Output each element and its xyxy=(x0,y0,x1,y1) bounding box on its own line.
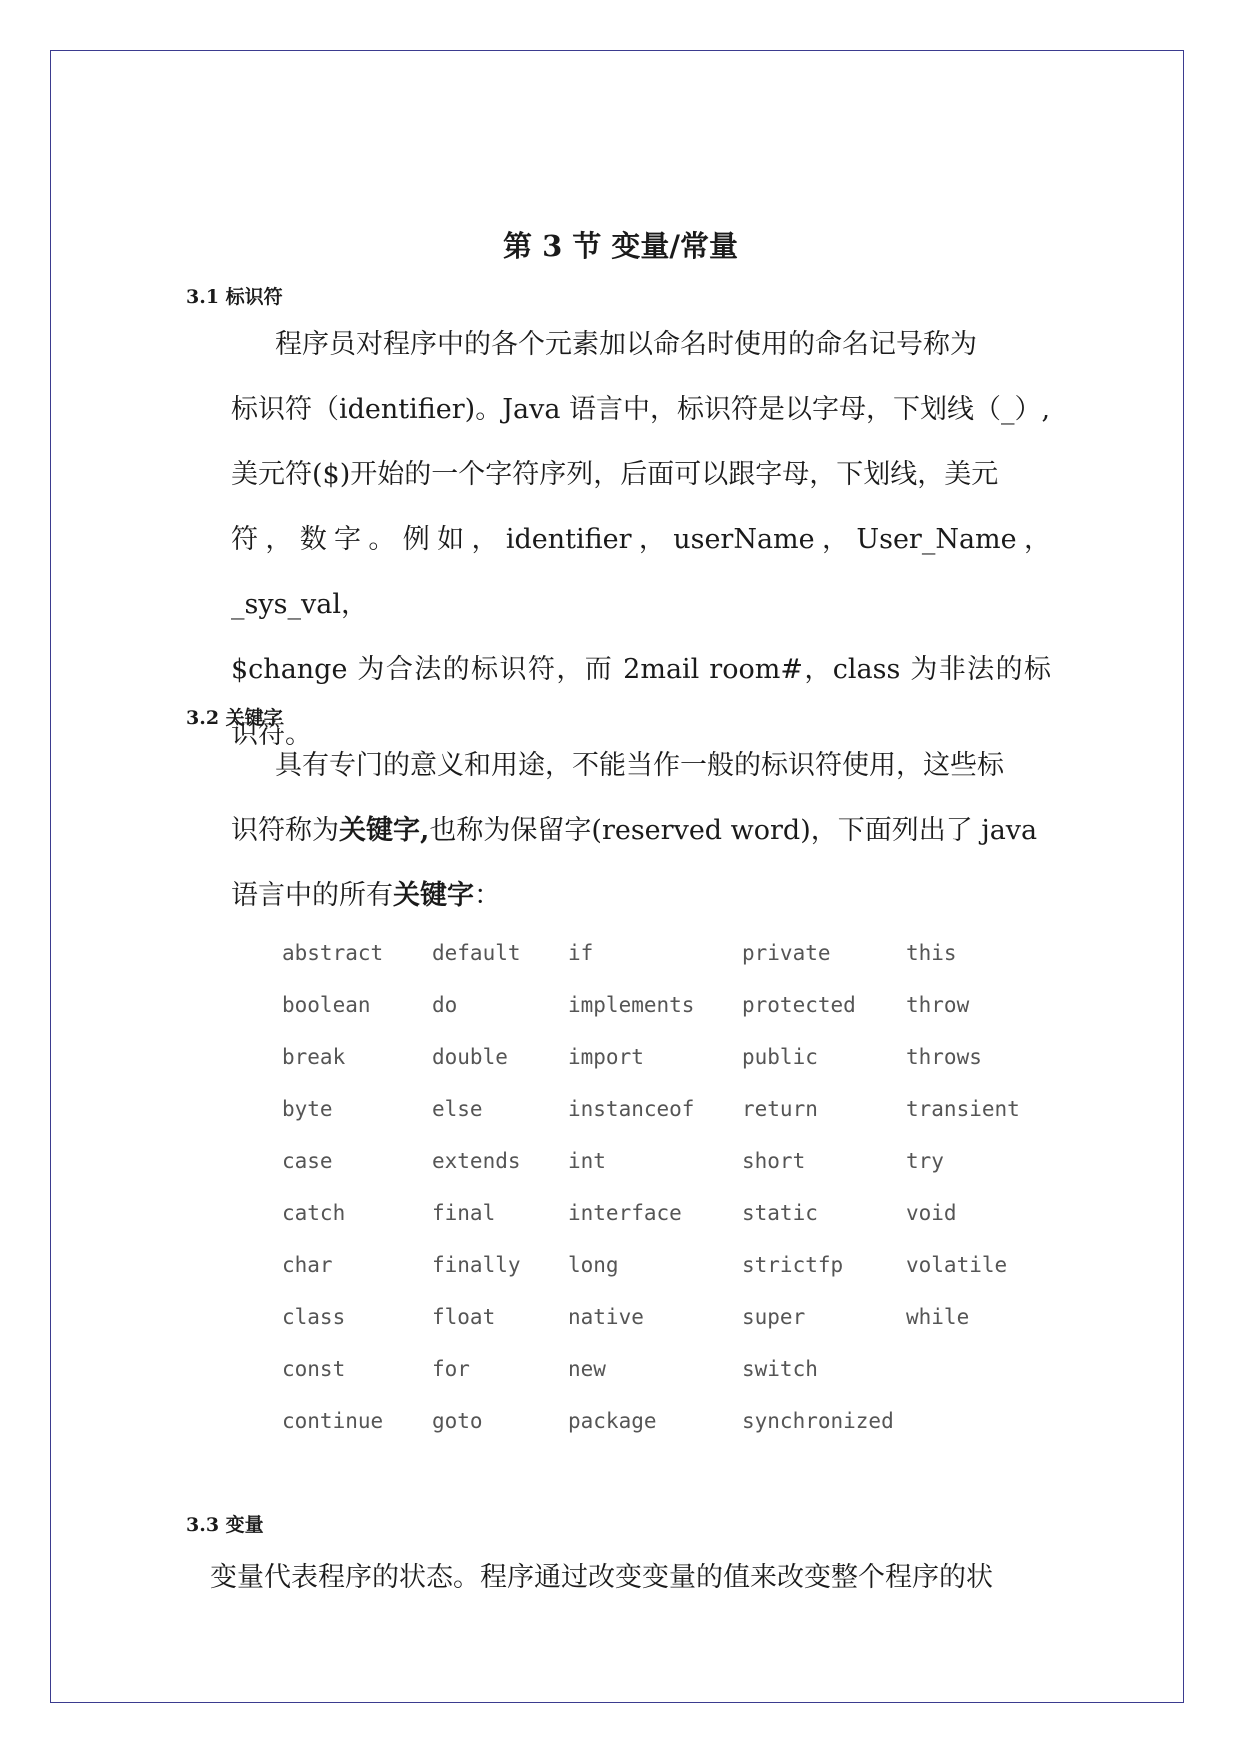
keyword-cell: byte xyxy=(282,1097,333,1121)
keyword-cell: super xyxy=(742,1305,806,1329)
keyword-cell: throw xyxy=(906,993,970,1017)
keyword-cell: if xyxy=(568,941,594,965)
keyword-table xyxy=(282,936,1042,1456)
keyword-term: 关键字 xyxy=(393,880,474,911)
keyword-cell: break xyxy=(282,1045,346,1069)
keyword-row xyxy=(282,1040,1042,1092)
keyword-cell: private xyxy=(742,941,831,965)
keyword-cell: new xyxy=(568,1357,606,1381)
para-line: 标识符（identifier)。Java 语言中，标识符是以字母，下划线（_）, xyxy=(231,394,1051,425)
keyword-cell: strictfp xyxy=(742,1253,844,1277)
keyword-cell: void xyxy=(906,1201,957,1225)
keyword-cell: protected xyxy=(742,993,856,1017)
keyword-cell: long xyxy=(568,1253,619,1277)
keyword-cell: static xyxy=(742,1201,818,1225)
section-heading-3-1: 3.1 标识符 xyxy=(186,286,283,308)
keyword-row xyxy=(282,1092,1042,1144)
keyword-row xyxy=(282,1404,1042,1456)
keyword-cell: do xyxy=(432,993,458,1017)
keyword-row xyxy=(282,1248,1042,1300)
keyword-cell: synchronized xyxy=(742,1409,894,1433)
keyword-row xyxy=(282,1352,1042,1404)
keyword-cell: finally xyxy=(432,1253,521,1277)
para-line: 美元符($)开始的一个字符序列，后面可以跟字母，下划线，美元 xyxy=(231,459,999,490)
keyword-cell: char xyxy=(282,1253,333,1277)
chapter-title: 第 3 节 变量/常量 xyxy=(502,229,739,263)
keyword-cell: abstract xyxy=(282,941,384,965)
keyword-cell: public xyxy=(742,1045,818,1069)
para-text: 语言中的所有 xyxy=(231,880,393,911)
keyword-cell: return xyxy=(742,1097,818,1121)
keyword-cell: for xyxy=(432,1357,470,1381)
keyword-cell: throws xyxy=(906,1045,982,1069)
keyword-cell: boolean xyxy=(282,993,371,1017)
para-line: $change 为合法的标识符，而 2mail room#，class 为非法的标识符。 xyxy=(231,654,1051,750)
section-heading-3-2: 3.2 关键字 xyxy=(186,707,283,729)
keyword-cell: catch xyxy=(282,1201,346,1225)
para-line: 程序员对程序中的各个元素加以命名时使用的命名记号称为 xyxy=(275,329,977,360)
keyword-cell: extends xyxy=(432,1149,521,1173)
keyword-cell: native xyxy=(568,1305,644,1329)
para-line: 符，数字。例如，identifier，userName，User_Name，_sys_val， xyxy=(231,524,1051,620)
keyword-cell: while xyxy=(906,1305,970,1329)
keyword-row xyxy=(282,1300,1042,1352)
keyword-cell: double xyxy=(432,1045,508,1069)
keyword-cell: import xyxy=(568,1045,644,1069)
para-line xyxy=(231,798,1051,863)
para-text: 也称为保留字(reserved word)，下面列出了 java xyxy=(429,815,1038,846)
section-3-1-paragraph xyxy=(231,312,1051,767)
keyword-cell: goto xyxy=(432,1409,483,1433)
keyword-row xyxy=(282,1144,1042,1196)
keyword-row xyxy=(282,988,1042,1040)
keyword-cell: case xyxy=(282,1149,333,1173)
keyword-cell: this xyxy=(906,941,957,965)
keyword-cell: int xyxy=(568,1149,606,1173)
section-heading-3-3: 3.3 变量 xyxy=(186,1514,264,1536)
keyword-cell: class xyxy=(282,1305,346,1329)
keyword-cell: implements xyxy=(568,993,695,1017)
keyword-cell: volatile xyxy=(906,1253,1008,1277)
keyword-term: 关键字, xyxy=(339,815,430,846)
keyword-cell: else xyxy=(432,1097,483,1121)
keyword-cell: short xyxy=(742,1149,806,1173)
keyword-cell: transient xyxy=(906,1097,1020,1121)
keyword-cell: package xyxy=(568,1409,657,1433)
keyword-cell: const xyxy=(282,1357,346,1381)
keyword-cell: final xyxy=(432,1201,496,1225)
keyword-cell: interface xyxy=(568,1201,682,1225)
para-line xyxy=(231,863,1051,928)
keyword-cell: try xyxy=(906,1149,944,1173)
keyword-cell: continue xyxy=(282,1409,384,1433)
keyword-cell: float xyxy=(432,1305,496,1329)
para-text: ： xyxy=(474,880,501,911)
section-3-3-paragraph: 变量代表程序的状态。程序通过改变变量的值来改变整个程序的状 xyxy=(210,1562,993,1593)
keyword-row xyxy=(282,936,1042,988)
keyword-cell: default xyxy=(432,941,521,965)
para-line: 具有专门的意义和用途，不能当作一般的标识符使用，这些标 xyxy=(275,750,1004,781)
keyword-row xyxy=(282,1196,1042,1248)
keyword-cell: switch xyxy=(742,1357,818,1381)
keyword-cell: instanceof xyxy=(568,1097,695,1121)
section-3-2-paragraph xyxy=(231,733,1051,928)
para-text: 识符称为 xyxy=(231,815,339,846)
